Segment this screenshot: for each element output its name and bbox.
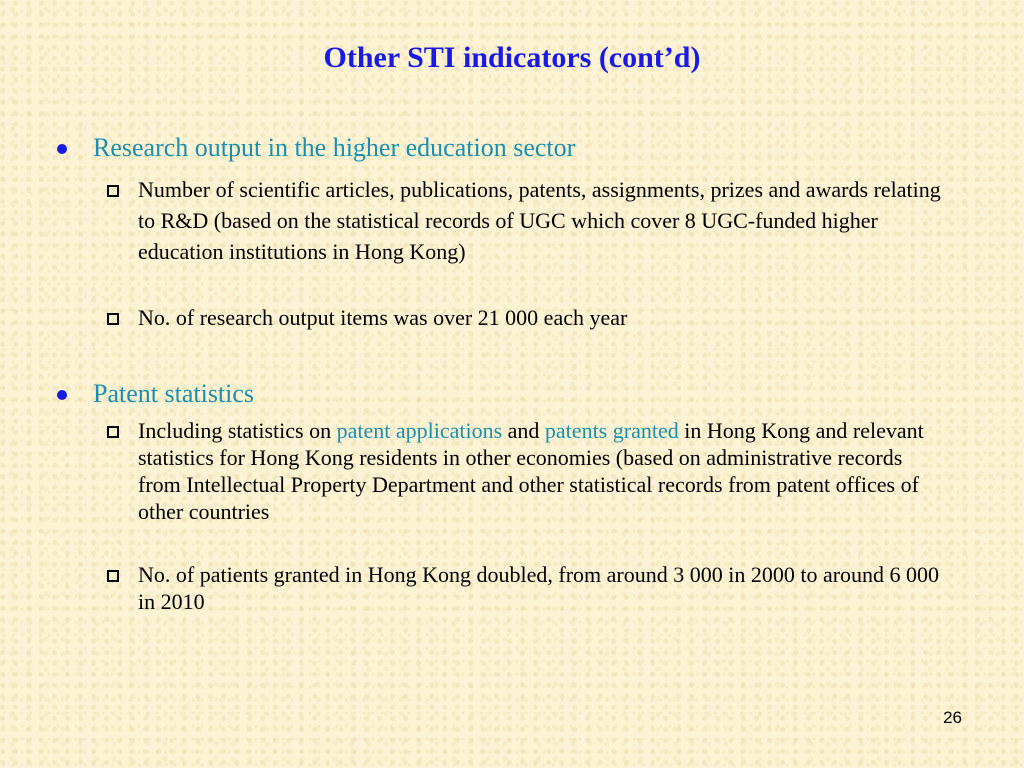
slide-title: Other STI indicators (cont’d) (323, 41, 701, 74)
sub-bullet-text: Number of scientific articles, publications, patents, assignments, prizes and awards relating to R&D (based on the statistical records of UGC which cover 8 UGC-funded higher education institutions in Hong Kong) (138, 177, 941, 264)
text-segment: and (502, 418, 545, 443)
sub-bullet-text (138, 417, 948, 525)
bullet-dot-icon (57, 144, 67, 154)
bullet-dot-icon (57, 390, 67, 400)
section-heading: Research output in the higher education sector (93, 133, 576, 162)
text-segment: in Hong Kong and relevant statistics for Hong Kong residents in other economies (based on administrative records from Intellectual Property Department and other statistical records from patent offices of other countries (138, 418, 924, 524)
square-bullet-icon (107, 426, 119, 438)
square-bullet-icon (107, 313, 119, 325)
text-segment: Including statistics on (138, 418, 337, 443)
sub-bullet-text: No. of research output items was over 21 000 each year (138, 305, 628, 330)
page-number: 26 (943, 708, 962, 727)
square-bullet-icon (107, 185, 119, 197)
highlight-patents-granted: patents granted (544, 418, 679, 443)
square-bullet-icon (107, 570, 119, 582)
highlight-patent-applications: patent applications (336, 418, 503, 443)
sub-bullet-text: No. of patients granted in Hong Kong doubled, from around 3 000 in 2000 to around 6 000 in 2010 (138, 562, 940, 614)
section-heading: Patent statistics (93, 379, 255, 408)
